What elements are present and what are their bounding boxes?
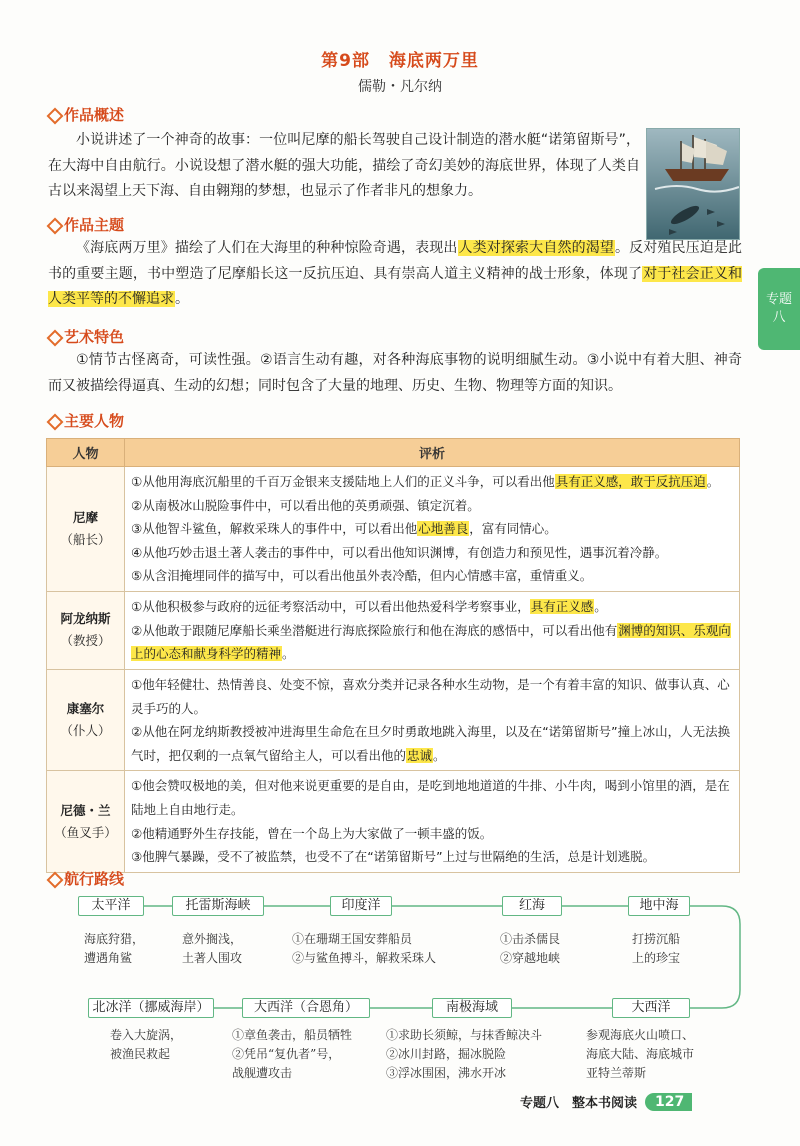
eval-line: ③从他智斗鲨鱼，解救采珠人的事件中，可以看出他心地善良，富有同情心。 xyxy=(131,521,557,537)
eval-highlight: 具有正义感 xyxy=(530,599,594,615)
section-characters-label: 主要人物 xyxy=(64,412,125,430)
col-evaluation: 评析 xyxy=(125,439,740,467)
footer-label: 专题八 整本书阅读 xyxy=(520,1096,638,1111)
character-name-text: 尼摩 xyxy=(72,509,98,525)
eval-highlight: 渊博的知识、乐观向上的心态和献身科学的精神 xyxy=(131,622,731,662)
eval-line: ①他会赞叹极地的美，但对他来说更重要的是自由，是吃到地地道道的牛排、小牛肉，喝到小馆里的酒，是在陆地上自由地行走。 xyxy=(131,778,730,817)
side-tab-line1: 专题 xyxy=(765,292,792,307)
route-desc: 打捞沉船 上的珍宝 xyxy=(632,932,681,965)
theme-highlight-1: 人类对探索大自然的渴望 xyxy=(458,240,614,256)
route-desc: ①章鱼袭击，船员牺牲 ②凭吊“复仇者”号， 战舰遭攻击 xyxy=(232,1028,353,1080)
section-overview-label: 作品概述 xyxy=(64,106,125,124)
route-desc: 参观海底火山喷口、 海底大陆、海底城市 亚特兰蒂斯 xyxy=(586,1028,695,1080)
art-text: ①情节古怪离奇，可读性强。②语言生动有趣，对各种海底事物的说明细腻生动。③小说中有着大胆、神奇而又被描绘得逼真、生动的幻想；同时包含了大量的地理、历史、生物、物理等方面的知识。 xyxy=(48,352,742,394)
section-theme-label: 作品主题 xyxy=(64,216,125,234)
route-stop[interactable]: 红海 xyxy=(502,896,562,916)
theme-text-part2: 。反对殖民压迫是此书的重要主题，书中塑造了尼摩船长这一反抗压迫、具有崇高人道主义精神的战士形象，体现了 xyxy=(48,240,743,282)
page-footer xyxy=(520,1092,692,1111)
theme-text-part1: 《海底两万里》描绘了人们在大海里的种种惊险奇遇，表现出 xyxy=(76,240,458,256)
author: 儒勒・凡尔纳 xyxy=(358,79,442,95)
eval-highlight: 忠诚 xyxy=(407,747,433,763)
route-stop[interactable]: 印度洋 xyxy=(330,896,392,916)
eval-line: ②从他敢于跟随尼摩船长乘坐潜艇进行海底探险旅行和他在海底的感悟中，可以看出他有渊博的知识、乐观向上的心态和献身科学的精神。 xyxy=(131,622,731,662)
theme-text-part3: 。 xyxy=(175,291,189,307)
eval-line: ④从他巧妙击退土著人袭击的事件中，可以看出他知识渊博，有创造力和预见性，遇事沉着冷静。 xyxy=(131,544,668,560)
route-stop[interactable]: 北冰洋（挪威海岸） xyxy=(88,998,214,1018)
eval-line: ③他脾气暴躁，受不了被监禁，也受不了在“诺第留斯号”上过与世隔绝的生活，总是计划逃脱。 xyxy=(131,849,656,865)
eval-highlight: 心地善良 xyxy=(418,521,469,537)
col-person: 人物 xyxy=(47,439,125,467)
overview-text: 小说讲述了一个神奇的故事：一位叫尼摩的船长驾驶自己设计制造的潜水艇“诺第留斯号”，在大海中自由航行。小说设想了潜水艇的强大功能，描绘了奇幻美妙的海底世界，体现了人类自古以来渴望上天下海、自由翱翔的梦想，也显示了作者非凡的想象力。 xyxy=(48,132,640,199)
character-name-text: 阿龙纳斯 xyxy=(60,611,111,627)
character-role: （仆人） xyxy=(60,723,111,739)
section-route-label: 航行路线 xyxy=(64,870,125,888)
route-stop[interactable]: 太平洋 xyxy=(78,896,144,916)
route-stop[interactable]: 大西洋（合恩角） xyxy=(242,998,370,1018)
route-stop[interactable]: 托雷斯海峡 xyxy=(172,896,264,916)
character-name-text: 尼德・兰 xyxy=(60,802,111,818)
route-desc: 卷入大旋涡， 被渔民救起 xyxy=(110,1028,183,1061)
eval-highlight: 具有正义感，敢于反抗压迫 xyxy=(555,474,706,489)
part-number: 第9部 xyxy=(321,51,370,71)
route-desc: 海底狩猎， 遭遇角鲨 xyxy=(84,932,145,965)
page-number: 127 xyxy=(645,1093,692,1111)
eval-line: ②从他在阿龙纳斯教授被冲进海里生命危在旦夕时勇敢地跳入海里，以及在“诺第留斯号”撞上冰山，人无法换气时，把仅剩的一点氧气留给主人，可以看出他的忠诚。 xyxy=(131,724,731,763)
side-tab-line2: 八 xyxy=(772,310,786,325)
eval-line: ①他年轻健壮、热情善良、处变不惊，喜欢分类并记录各种水生动物，是一个有着丰富的知识、做事认真、心灵手巧的人。 xyxy=(131,676,730,716)
character-role: （鱼叉手） xyxy=(54,824,117,840)
section-art-label: 艺术特色 xyxy=(64,328,125,346)
eval-line: ①从他积极参与政府的远征考察活动中，可以看出他热爱科学考察事业，具有正义感。 xyxy=(131,599,607,615)
eval-line: ②从南极冰山脱险事件中，可以看出他的英勇顽强、镇定沉着。 xyxy=(131,497,480,513)
character-role: （船长） xyxy=(60,531,111,547)
eval-line: ①从他用海底沉船里的千百万金银来支援陆地上人们的正义斗争，可以看出他具有正义感，敢于反抗压迫。 xyxy=(131,474,720,489)
route-desc: ①击杀儒艮 ②穿越地峡 xyxy=(500,932,561,965)
book-title: 海底两万里 xyxy=(388,51,479,71)
route-desc: ①求助长须鲸，与抹香鲸决斗 ②冰川封路，掘冰脱险 ③浮冰围困，沸水开冰 xyxy=(386,1028,543,1080)
eval-line: ②他精通野外生存技能，曾在一个岛上为大家做了一顿丰盛的饭。 xyxy=(131,825,493,841)
route-stop[interactable]: 南极海域 xyxy=(432,998,512,1018)
character-name-text: 康塞尔 xyxy=(66,701,105,717)
character-role: （教授） xyxy=(60,633,111,649)
route-stop[interactable]: 大西洋 xyxy=(612,998,690,1018)
route-stop[interactable]: 地中海 xyxy=(628,896,690,916)
route-desc: 意外搁浅， 土著人围攻 xyxy=(182,932,243,965)
eval-line: ⑤从含泪掩埋同伴的描写中，可以看出他虽外表冷酷，但内心情感丰富，重情重义。 xyxy=(131,568,593,584)
route-desc: ①在珊瑚王国安葬船员 ②与鲨鱼搏斗，解救采珠人 xyxy=(292,932,437,965)
theme-highlight-2: 对于社会正义和人类平等的不懈追求 xyxy=(48,265,742,307)
